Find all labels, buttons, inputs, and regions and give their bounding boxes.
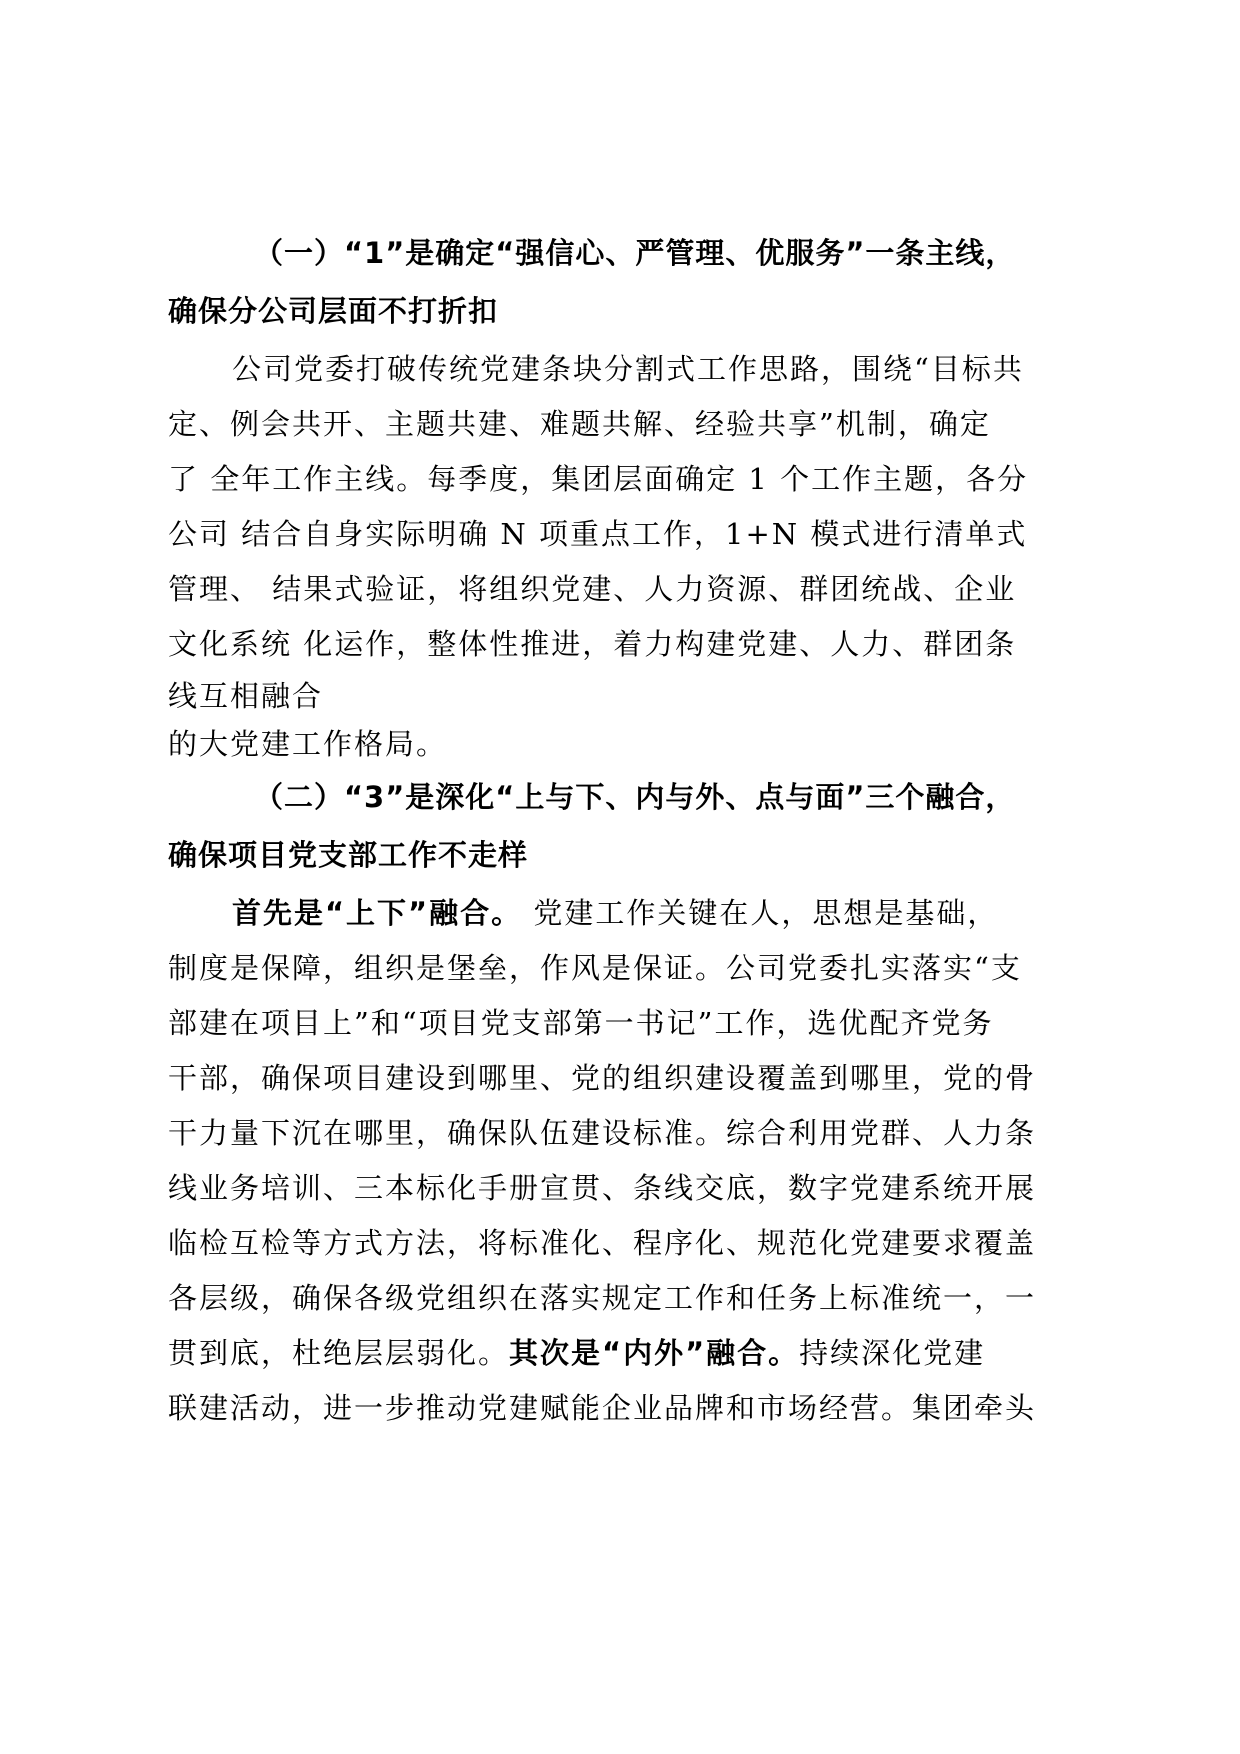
section-heading-1-line-2: 确保分公司层面不打折扣 [168, 294, 499, 328]
paragraph-line [168, 1326, 1078, 1381]
paragraph-line: 公司党委打破传统党建条块分割式工作思路，围绕“目标共 [232, 352, 1024, 386]
paragraph-line: 临检互检等方式方法，将标准化、程序化、规范化党建要求覆盖 [168, 1226, 1037, 1260]
lead-phrase-upper-lower: 首先是“上下”融合。 [232, 896, 523, 930]
paragraph-line: 线业务培训、三本标化手册宣贯、条线交底，数字党建系统开展 [168, 1171, 1037, 1205]
paragraph-line: 各层级，确保各级党组织在落实规定工作和任务上标准统一，一 [168, 1281, 1037, 1315]
paragraph-line: 了 全年工作主线。每季度，集团层面确定 1 个工作主题，各分 [168, 462, 1029, 496]
paragraph-line: 干力量下沉在哪里，确保队伍建设标准。综合利用党群、人力条 [168, 1116, 1037, 1150]
paragraph-line: 线互相融合 [168, 679, 324, 713]
section-heading-1-line-1: （一）“1”是确定“强信心、严管理、优服务”一条主线， [254, 236, 1016, 270]
paragraph-line: 文化系统 化运作，整体性推进，着力构建党建、人力、群团条 [168, 627, 1017, 661]
paragraph-line: 制度是保障，组织是堡垒，作风是保证。公司党委扎实落实“支 [168, 951, 1022, 985]
paragraph-text: 持续深化党建 [799, 1336, 986, 1370]
paragraph-line: 公司 结合自身实际明确 N 项重点工作，1+N 模式进行清单式 [168, 517, 1028, 551]
section-heading-2-line-2: 确保项目党支部工作不走样 [168, 838, 529, 872]
paragraph-line: 管理、 结果式验证，将组织党建、人力资源、群团统战、企业 [168, 572, 1017, 606]
paragraph-line: 部建在项目上”和“项目党支部第一书记”工作，选优配齐党务 [168, 1006, 994, 1040]
section-heading-2-line-1: （二）“3”是深化“上与下、内与外、点与面”三个融合， [254, 780, 1016, 814]
section-1-paragraph [168, 342, 1078, 768]
document-body [168, 226, 1078, 1436]
paragraph-line: 定、例会共开、主题共建、难题共解、经验共享”机制，确定 [168, 407, 991, 441]
paragraph-text: 党建工作关键在人，思想是基础， [522, 896, 999, 930]
section-2-paragraph [168, 886, 1078, 1436]
paragraph-line [168, 886, 1078, 941]
section-heading-1 [168, 226, 1078, 342]
paragraph-line: 干部，确保项目建设到哪里、党的组织建设覆盖到哪里，党的骨 [168, 1061, 1037, 1095]
section-heading-2 [168, 770, 1078, 886]
paragraph-text: 贯到底，杜绝层层弱化。 [168, 1336, 510, 1370]
paragraph-line: 的大党建工作格局。 [168, 727, 448, 761]
lead-phrase-inner-outer: 其次是“内外”融合。 [509, 1336, 800, 1370]
paragraph-line: 联建活动，进一步推动党建赋能企业品牌和市场经营。集团牵头 [168, 1391, 1037, 1425]
